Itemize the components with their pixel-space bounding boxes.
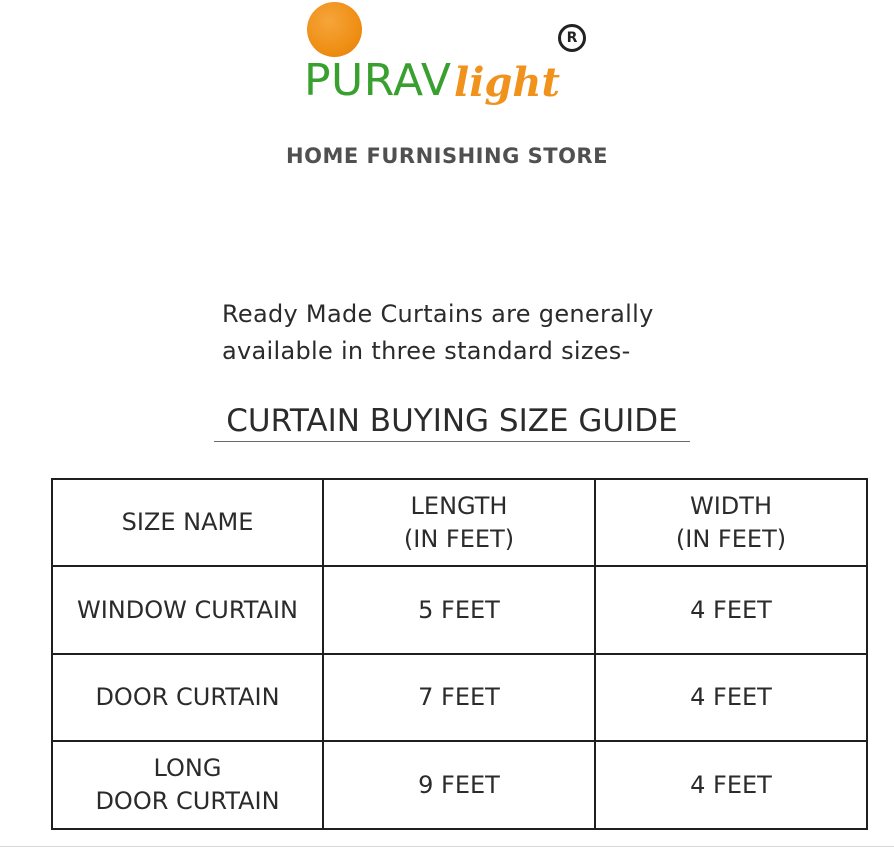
cell-size-name: [52, 566, 323, 654]
cell-length: 7 FEET: [323, 654, 595, 741]
cell-length: 5 FEET: [323, 566, 595, 654]
cell-width: 4 FEET: [595, 741, 867, 829]
size-name-text: WINDOW CURTAIN: [77, 595, 298, 624]
header-length: [323, 479, 595, 566]
intro-line-1: Ready Made Curtains are generally: [222, 300, 654, 328]
header-width-label: WIDTH: [690, 491, 772, 520]
guide-title: CURTAIN BUYING SIZE GUIDE: [214, 401, 690, 442]
cell-size-name: [52, 654, 323, 741]
cell-width: 4 FEET: [595, 566, 867, 654]
store-tagline: HOME FURNISHING STORE: [286, 144, 608, 168]
cell-length: 9 FEET: [323, 741, 595, 829]
brand-logo: [300, 0, 600, 125]
table-row: [52, 654, 867, 741]
header-width: [595, 479, 867, 566]
sun-icon: [307, 2, 362, 57]
size-name-text: DOOR CURTAIN: [95, 683, 280, 711]
cell-size-name: [52, 741, 323, 829]
header-length-unit: (IN FEET): [403, 524, 515, 553]
header-length-label: LENGTH: [410, 491, 508, 520]
table-row: [52, 566, 867, 654]
size-name-text-line-2: DOOR CURTAIN: [95, 787, 280, 815]
bottom-divider: [0, 846, 894, 847]
header-size-name-label: SIZE NAME: [121, 508, 254, 536]
cell-width: 4 FEET: [595, 654, 867, 741]
intro-line-2: available in three standard sizes-: [222, 337, 631, 365]
logo-brand-script: light: [454, 59, 560, 106]
intro-text: [222, 296, 742, 370]
size-guide-table: [51, 478, 868, 830]
header-width-unit: (IN FEET): [675, 524, 787, 553]
size-name-text-line-1: LONG: [153, 754, 222, 782]
logo-brand-main: PURAV: [304, 55, 452, 106]
table-row: [52, 741, 867, 829]
table-header-row: [52, 479, 867, 566]
header-size-name: [52, 479, 323, 566]
registered-trademark-icon: R: [558, 24, 586, 52]
